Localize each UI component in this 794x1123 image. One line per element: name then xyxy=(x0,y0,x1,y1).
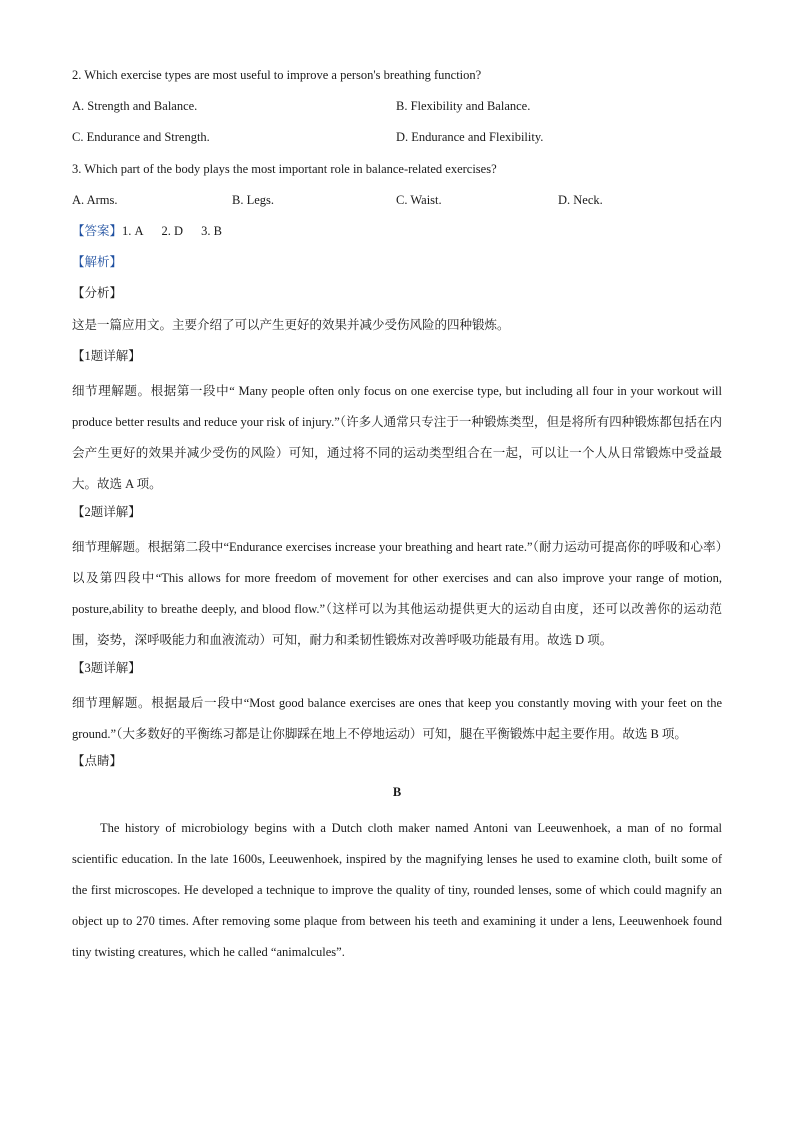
answer-3: 3. B xyxy=(201,223,222,238)
question-3 xyxy=(72,158,722,189)
passage-b-paragraph: The history of microbiology begins with a Dutch cloth maker named Antoni van Leeuwenhoek, a man of no formal scientific education. In the late 1600s, Leeuwenhoek, inspired by the magnifying lenses he used to examine cloth, built some of the first microscopes. He developed a technique to improve the quality of tiny, rounded lenses, some of which could magnify an object up to 270 times. After removing some plaque from between his teeth and examining it under a lens, Leeuwenhoek found tiny twisting creatures, which he called “animalcules”. xyxy=(72,820,722,960)
detail-3-heading xyxy=(72,657,722,688)
answer-label: 【答案】 xyxy=(72,223,123,238)
q3-option-c: C. Waist. xyxy=(396,192,442,207)
detail-2-heading xyxy=(72,501,722,532)
detail-3-text: 细节理解题。根据最后一段中“Most good balance exercises are ones that keep you constantly moving with your feet on the ground.”（大多数好的平衡练习都是让你脚踩在地上不停地运动）可知，腿在平衡锻炼中起主要作用。故选 B 项。 xyxy=(72,695,722,742)
detail-3-label: 【3题详解】 xyxy=(72,660,141,675)
q2-option-d: D. Endurance and Flexibility. xyxy=(396,130,544,145)
question-2-options-row2 xyxy=(72,126,722,157)
q2-option-b: B. Flexibility and Balance. xyxy=(396,99,531,114)
detail-1-text: 细节理解题。根据第一段中“ Many people often only focus on one exercise type, but including all four in your workout will produce better results and reduce your risk of injury.”（许多人通常只专注于一种锻炼类型，但是将所有四种锻炼都包括在内会产生更好的效果并减少受伤的风险）可知，通过将不同的运动类型组合在一起，可以让一个人从日常锻炼中受益最大。故选 A 项。 xyxy=(72,383,722,492)
section-b-label: B xyxy=(392,785,402,800)
fenxi-heading xyxy=(72,282,722,313)
section-b-title xyxy=(72,781,722,812)
answer-2: 2. D xyxy=(161,223,184,238)
dianjing-label: 【点睛】 xyxy=(72,754,123,769)
analysis-heading xyxy=(72,251,722,282)
analysis-label: 【解析】 xyxy=(72,255,123,270)
question-2-options-row1 xyxy=(72,95,722,126)
dianjing-heading xyxy=(72,750,722,781)
q2-option-c: C. Endurance and Strength. xyxy=(72,130,210,145)
detail-2-text: 细节理解题。根据第二段中“Endurance exercises increase your breathing and heart rate.”（耐力运动可提高你的呼吸和心率）以及第四段中“This allows for more freedom of movement for other exercises and can also improve your range of motion, posture,ability to breathe deeply, and blood flow.”（这样可以为其他运动提供更大的运动自由度，还可以改善你的运动范围，姿势，深呼吸能力和血液流动）可知，耐力和柔韧性锻炼对改善呼吸功能最有用。故选 D 项。 xyxy=(72,539,722,648)
detail-1-heading xyxy=(72,345,722,376)
question-2-text: 2. Which exercise types are most useful to improve a person's breathing function? xyxy=(72,68,482,82)
fenxi-label: 【分析】 xyxy=(72,286,123,301)
answer-1: 1. A xyxy=(122,223,144,238)
q2-option-a: A. Strength and Balance. xyxy=(72,99,198,114)
q3-option-a: A. Arms. xyxy=(72,192,118,207)
fenxi-text-line xyxy=(72,314,722,345)
detail-2-label: 【2题详解】 xyxy=(72,504,141,519)
document-page xyxy=(72,64,722,969)
question-3-text: 3. Which part of the body plays the most important role in balance-related exercises? xyxy=(72,161,497,176)
detail-1-label: 【1题详解】 xyxy=(72,348,141,363)
question-2 xyxy=(72,64,722,95)
q3-option-b: B. Legs. xyxy=(232,192,275,207)
question-3-options xyxy=(72,189,722,220)
q3-option-d: D. Neck. xyxy=(558,192,603,207)
answer-line xyxy=(72,220,722,251)
fenxi-text: 这是一篇应用文。主要介绍了可以产生更好的效果并减少受伤风险的四种锻炼。 xyxy=(72,317,510,332)
